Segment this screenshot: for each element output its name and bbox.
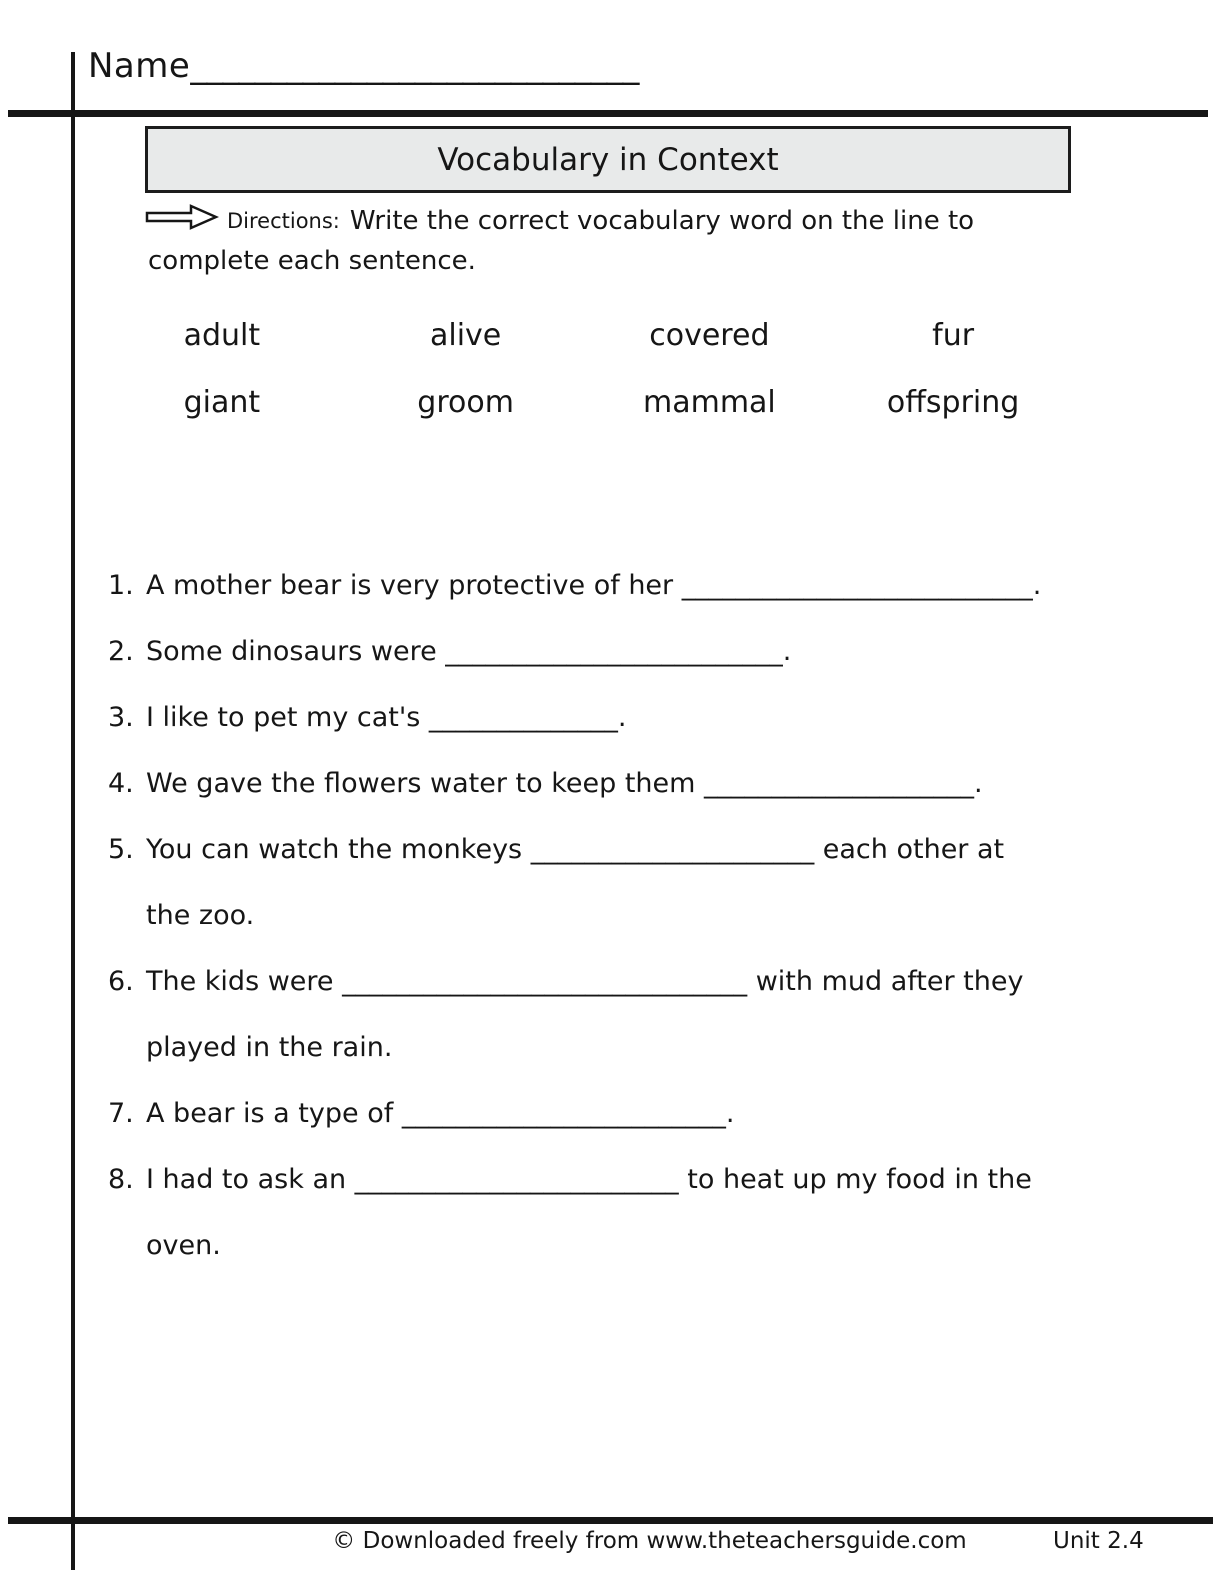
sentence-body [146,949,1168,1081]
sentence-line: A mother bear is very protective of her __________________________. [146,570,1042,601]
sentence-line: I had to ask an ________________________ to heat up my food in the [146,1164,1032,1195]
sentence-item [108,949,1168,1081]
sentence-item [108,685,1168,751]
sentence-line: The kids were ______________________________ with mud after they [146,966,1024,997]
word-bank-item: fur [932,318,975,353]
name-row [88,46,638,86]
sentence-number: 2. [108,636,134,667]
sentence-line: Some dinosaurs were _________________________. [146,636,792,667]
sentence-body [146,619,1168,685]
sentence-item [108,1081,1168,1147]
sentence-number: 3. [108,702,134,733]
footer-credit: © Downloaded freely from www.theteachersguide.com [332,1528,967,1554]
sentence-number: 4. [108,768,134,799]
sentence-line: You can watch the monkeys _____________________ each other at [146,834,1005,865]
word-bank-item: giant [183,385,261,420]
right-arrow-icon [145,203,219,238]
name-blank-line: ____________________________ [190,46,639,86]
sentence-item [108,553,1168,619]
sentence-body [146,1147,1168,1279]
sentence-number: 6. [108,966,134,997]
word-bank [100,318,1075,420]
footer-divider-line [8,1517,1213,1524]
directions-text-line1: Write the correct vocabulary word on the line to [349,205,975,236]
left-margin-line [71,52,75,1570]
name-label: Name [88,46,191,86]
page-title: Vocabulary in Context [437,141,779,178]
sentence-item [108,751,1168,817]
sentence-item [108,817,1168,949]
word-bank-item: adult [183,318,261,353]
sentence-line: A bear is a type of ________________________. [146,1098,735,1129]
sentence-line: We gave the flowers water to keep them ____________________. [146,768,983,799]
sentence-line: played in the rain. [146,1032,393,1063]
header-divider-line [8,110,1208,117]
footer-unit-label: Unit 2.4 [1053,1528,1144,1554]
sentence-number: 8. [108,1164,134,1195]
sentence-body [146,751,1168,817]
word-bank-item: mammal [642,385,776,420]
sentence-list [108,553,1168,1279]
sentence-body [146,1081,1168,1147]
title-box [145,126,1071,193]
sentence-number: 1. [108,570,134,601]
directions-label: Directions: [227,208,340,233]
directions-text-line2: complete each sentence. [148,246,476,276]
sentence-line: oven. [146,1230,221,1261]
sentence-number: 7. [108,1098,134,1129]
word-bank-item: covered [649,318,770,353]
sentence-line: I like to pet my cat's ______________. [146,702,627,733]
sentence-body [146,817,1168,949]
sentence-body [146,553,1168,619]
word-bank-item: alive [429,318,502,353]
sentence-number: 5. [108,834,134,865]
word-bank-item: offspring [886,385,1020,420]
sentence-body [146,685,1168,751]
sentence-item [108,1147,1168,1279]
sentence-line: the zoo. [146,900,255,931]
sentence-item [108,619,1168,685]
word-bank-item: groom [417,385,514,420]
directions-line1 [145,203,974,238]
